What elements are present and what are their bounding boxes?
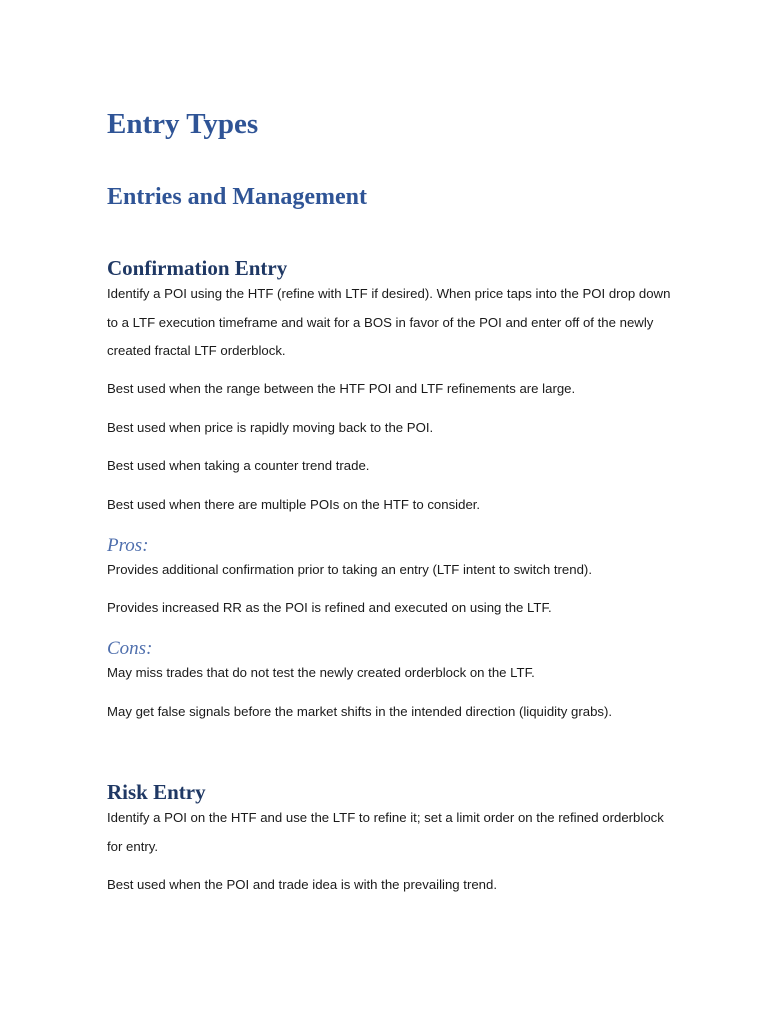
confirmation-use-1: Best used when the range between the HTF POI and LTF refinements are large.	[107, 381, 576, 396]
confirmation-intro: Identify a POI using the HTF (refine with LTF if desired). When price taps into the POI drop down to a LTF execution timeframe and wait for a BOS in favor of the POI and enter off of the newly created fractal LTF orderblock.	[107, 286, 671, 358]
confirmation-use-2: Best used when price is rapidly moving back to the POI.	[107, 420, 434, 435]
risk-intro: Identify a POI on the HTF and use the LTF to refine it; set a limit order on the refined orderblock for entry.	[107, 810, 664, 854]
section-heading: Entries and Management	[107, 184, 367, 210]
risk-use-1: Best used when the POI and trade idea is with the prevailing trend.	[107, 877, 497, 892]
confirmation-use-4: Best used when there are multiple POIs on the HTF to consider.	[107, 497, 481, 512]
cons-item-2: May get false signals before the market shifts in the intended direction (liquidity grabs).	[107, 704, 613, 719]
pros-item-1: Provides additional confirmation prior to taking an entry (LTF intent to switch trend).	[107, 562, 592, 577]
pros-item-2: Provides increased RR as the POI is refined and executed on using the LTF.	[107, 600, 552, 615]
document-title: Entry Types	[107, 108, 259, 140]
confirmation-use-3: Best used when taking a counter trend trade.	[107, 458, 370, 473]
pros-heading: Pros:	[107, 535, 149, 556]
cons-heading: Cons:	[107, 638, 153, 659]
cons-item-1: May miss trades that do not test the newly created orderblock on the LTF.	[107, 665, 535, 680]
confirmation-entry-heading: Confirmation Entry	[107, 256, 288, 280]
risk-entry-heading: Risk Entry	[107, 780, 206, 804]
